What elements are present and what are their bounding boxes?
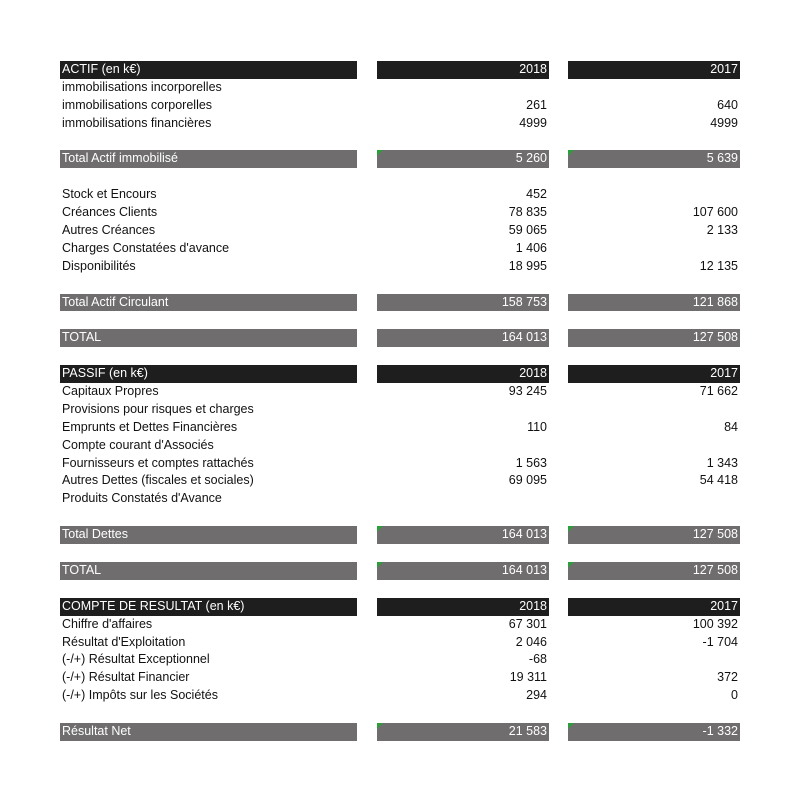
value-2018: 67 301 (508, 616, 547, 631)
row-label-cell[interactable] (60, 222, 357, 240)
row-label-cell[interactable] (60, 419, 357, 437)
value-2017: 2017 (710, 62, 738, 76)
row-label: Résultat d'Exploitation (62, 634, 186, 649)
value-2018: 4999 (519, 115, 547, 130)
line-item-row-creances-clients (60, 204, 740, 222)
line-item-row-produits-constates-d-avance (60, 490, 740, 508)
spacer-row (60, 311, 740, 329)
value-2018-cell[interactable] (377, 150, 549, 168)
value-2017-cell[interactable] (568, 258, 740, 276)
value-2018: 1 406 (515, 240, 547, 255)
row-label-cell[interactable] (60, 616, 357, 634)
row-label-cell[interactable] (60, 562, 357, 580)
value-2017: 127 508 (692, 562, 738, 577)
value-2018-cell[interactable] (377, 401, 549, 419)
value-2017: 0 (731, 688, 738, 703)
line-item-row-emprunts-et-dettes-financieres (60, 419, 740, 437)
value-2018: 5 260 (515, 151, 547, 166)
value-2018: 2018 (519, 62, 547, 76)
value-2018-cell[interactable] (377, 687, 549, 705)
row-label-cell[interactable] (60, 329, 357, 347)
value-2018-cell[interactable] (377, 616, 549, 634)
value-2018: 158 753 (501, 294, 547, 309)
row-label: Chiffre d'affaires (62, 616, 153, 631)
value-2017-cell[interactable] (568, 204, 740, 222)
row-label: Produits Constatés d'Avance (62, 491, 222, 506)
cell-indicator-icon (568, 150, 574, 156)
value-2018: 93 245 (508, 384, 547, 399)
value-2017-cell[interactable] (568, 472, 740, 490)
cell-indicator-icon (377, 562, 383, 568)
value-2017: 127 508 (692, 330, 738, 345)
value-2018: 1 563 (515, 455, 547, 470)
cell-indicator-icon (568, 723, 574, 729)
row-label-cell[interactable] (60, 186, 357, 204)
row-label-cell[interactable] (60, 150, 357, 168)
row-label: COMPTE DE RESULTAT (en k€) (62, 598, 245, 613)
value-2017-cell[interactable] (568, 115, 740, 133)
row-label: TOTAL (62, 330, 102, 345)
value-2017: 100 392 (692, 616, 738, 631)
value-2017: 12 135 (699, 258, 738, 273)
row-label: (-/+) Impôts sur les Sociétés (62, 688, 218, 703)
line-item-row-chiffre-d-affaires (60, 616, 740, 634)
spacer-row (60, 133, 740, 151)
value-2017-cell[interactable] (568, 455, 740, 473)
row-label: Capitaux Propres (62, 384, 159, 399)
value-2017: 5 639 (706, 151, 738, 166)
value-2017-cell[interactable] (568, 383, 740, 401)
cell-indicator-icon (568, 562, 574, 568)
row-label: immobilisations corporelles (62, 97, 213, 112)
spacer-row (60, 705, 740, 723)
row-label-cell[interactable] (60, 401, 357, 419)
row-label-cell[interactable] (60, 455, 357, 473)
value-2018-cell[interactable] (377, 419, 549, 437)
total-row-resultat-net (60, 723, 740, 741)
value-2017: -1 704 (702, 634, 738, 649)
row-label: Résultat Net (62, 723, 131, 738)
line-item-row-resultat-exceptionnel (60, 651, 740, 669)
value-2018-cell[interactable] (377, 222, 549, 240)
value-2018-cell[interactable] (377, 204, 549, 222)
value-2018-cell[interactable] (377, 490, 549, 508)
value-2017: 640 (717, 97, 738, 112)
value-2018-cell[interactable] (377, 472, 549, 490)
row-label-cell[interactable] (60, 472, 357, 490)
row-label: Emprunts et Dettes Financières (62, 419, 238, 434)
row-label-cell[interactable] (60, 651, 357, 669)
line-item-row-autres-dettes-fiscales-et-sociales (60, 472, 740, 490)
value-2017-cell[interactable] (568, 294, 740, 312)
value-2017-cell[interactable] (568, 651, 740, 669)
line-item-row-charges-constatees-d-avance (60, 240, 740, 258)
value-2018-cell[interactable] (377, 186, 549, 204)
row-label-cell[interactable] (60, 61, 357, 79)
value-2017: 71 662 (699, 384, 738, 399)
value-2018: 261 (526, 97, 547, 112)
value-2017-cell[interactable] (568, 687, 740, 705)
total-row-total (60, 329, 740, 347)
value-2018: 19 311 (509, 670, 547, 685)
row-label: ACTIF (en k€) (62, 62, 141, 76)
row-label-cell[interactable] (60, 490, 357, 508)
spacer-row (60, 544, 740, 562)
value-2018: 164 013 (501, 527, 547, 542)
cell-indicator-icon (377, 723, 383, 729)
cell-indicator-icon (377, 150, 383, 156)
value-2018-cell[interactable] (377, 294, 549, 312)
total-row-total (60, 562, 740, 580)
row-label-cell[interactable] (60, 258, 357, 276)
row-label-cell[interactable] (60, 240, 357, 258)
value-2017: 121 868 (692, 294, 738, 309)
row-label: PASSIF (en k€) (62, 366, 148, 381)
line-item-row-resultat-d-exploitation (60, 634, 740, 652)
value-2018: 69 095 (508, 473, 547, 488)
row-label: Disponibilités (62, 258, 136, 273)
value-2018-cell[interactable] (377, 651, 549, 669)
cell-indicator-icon (568, 526, 574, 532)
row-label-cell[interactable] (60, 294, 357, 312)
row-label-cell[interactable] (60, 115, 357, 133)
row-label-cell[interactable] (60, 723, 357, 741)
value-2018: 110 (527, 419, 547, 434)
spacer-row (60, 347, 740, 365)
value-2018-cell[interactable] (377, 329, 549, 347)
line-item-row-resultat-financier (60, 669, 740, 687)
financial-statement-sheet (60, 61, 740, 741)
line-item-row-stock-et-encours (60, 186, 740, 204)
value-2018-cell[interactable] (377, 598, 549, 616)
row-label-cell[interactable] (60, 669, 357, 687)
value-2018: 78 835 (508, 205, 547, 220)
line-item-row-immobilisations-financieres (60, 115, 740, 133)
value-2017-cell[interactable] (568, 150, 740, 168)
value-2018-cell[interactable] (377, 634, 549, 652)
value-2018-cell[interactable] (377, 258, 549, 276)
value-2017-cell[interactable] (568, 365, 740, 383)
row-label: immobilisations incorporelles (62, 79, 222, 94)
row-label: Compte courant d'Associés (62, 437, 214, 452)
value-2017-cell[interactable] (568, 723, 740, 741)
row-label: Autres Créances (62, 223, 156, 238)
value-2018-cell[interactable] (377, 455, 549, 473)
value-2018: 18 995 (508, 258, 547, 273)
value-2018: -68 (528, 652, 547, 667)
value-2018-cell[interactable] (377, 115, 549, 133)
value-2017: 1 343 (706, 455, 738, 470)
section-header-row-compte-de-resultat-en-k (60, 598, 740, 616)
row-label-cell[interactable] (60, 383, 357, 401)
value-2017-cell[interactable] (568, 598, 740, 616)
value-2017-cell[interactable] (568, 186, 740, 204)
value-2017-cell[interactable] (568, 222, 740, 240)
value-2018: 2018 (519, 366, 547, 381)
value-2018-cell[interactable] (377, 79, 549, 97)
section-header-row-actif-en-k (60, 61, 740, 79)
line-item-row-disponibilites (60, 258, 740, 276)
line-item-row-compte-courant-d-associes (60, 437, 740, 455)
spacer-row (60, 168, 740, 186)
value-2018: 164 013 (501, 330, 547, 345)
section-header-row-passif-en-k (60, 365, 740, 383)
spacer-row (60, 580, 740, 598)
value-2017-cell[interactable] (568, 490, 740, 508)
row-label: Créances Clients (62, 205, 158, 220)
value-2018: 2 046 (515, 634, 547, 649)
row-label-cell[interactable] (60, 79, 357, 97)
row-label-cell[interactable] (60, 634, 357, 652)
value-2017-cell[interactable] (568, 634, 740, 652)
value-2017-cell[interactable] (568, 669, 740, 687)
value-2018-cell[interactable] (377, 240, 549, 258)
value-2018: 21 583 (508, 723, 547, 738)
value-2018: 59 065 (508, 223, 547, 238)
row-label-cell[interactable] (60, 437, 357, 455)
row-label-cell[interactable] (60, 598, 357, 616)
value-2017-cell[interactable] (568, 616, 740, 634)
row-label-cell[interactable] (60, 97, 357, 115)
value-2017-cell[interactable] (568, 526, 740, 544)
value-2018: 2018 (519, 598, 547, 613)
value-2017: 127 508 (692, 527, 738, 542)
row-label-cell[interactable] (60, 204, 357, 222)
value-2017: 84 (724, 419, 738, 434)
value-2017: 2017 (710, 598, 738, 613)
spacer-row (60, 276, 740, 294)
value-2018-cell[interactable] (377, 669, 549, 687)
value-2018-cell[interactable] (377, 383, 549, 401)
row-label: Total Actif Circulant (62, 294, 169, 309)
value-2017-cell[interactable] (568, 97, 740, 115)
row-label: TOTAL (62, 562, 102, 577)
row-label-cell[interactable] (60, 526, 357, 544)
total-row-total-dettes (60, 526, 740, 544)
value-2018-cell[interactable] (377, 365, 549, 383)
row-label: Fournisseurs et comptes rattachés (62, 455, 254, 470)
spacer-row (60, 508, 740, 526)
value-2017-cell[interactable] (568, 401, 740, 419)
value-2017-cell[interactable] (568, 79, 740, 97)
value-2017-cell[interactable] (568, 419, 740, 437)
row-label: Provisions pour risques et charges (62, 401, 254, 416)
value-2018-cell[interactable] (377, 562, 549, 580)
row-label-cell[interactable] (60, 687, 357, 705)
value-2017: 107 600 (692, 205, 738, 220)
value-2017-cell[interactable] (568, 329, 740, 347)
line-item-row-immobilisations-corporelles (60, 97, 740, 115)
value-2018: 294 (526, 688, 547, 703)
value-2018: 452 (526, 187, 547, 202)
value-2017: -1 332 (702, 723, 738, 738)
value-2017: 372 (717, 670, 738, 685)
row-label: immobilisations financières (62, 115, 212, 130)
value-2017-cell[interactable] (568, 240, 740, 258)
value-2017: 2017 (710, 366, 738, 381)
value-2018-cell[interactable] (377, 97, 549, 115)
total-row-total-actif-immobilise (60, 150, 740, 168)
value-2017: 2 133 (706, 223, 738, 238)
row-label: Stock et Encours (62, 187, 157, 202)
line-item-row-autres-creances (60, 222, 740, 240)
total-row-total-actif-circulant (60, 294, 740, 312)
line-item-row-impots-sur-les-societes (60, 687, 740, 705)
value-2018-cell[interactable] (377, 723, 549, 741)
row-label: Autres Dettes (fiscales et sociales) (62, 473, 254, 488)
value-2018: 164 013 (501, 562, 547, 577)
row-label: (-/+) Résultat Financier (62, 670, 190, 685)
cell-indicator-icon (377, 526, 383, 532)
row-label: Charges Constatées d'avance (62, 240, 230, 255)
value-2018-cell[interactable] (377, 526, 549, 544)
value-2017-cell[interactable] (568, 562, 740, 580)
row-label: Total Actif immobilisé (62, 151, 179, 166)
value-2018-cell[interactable] (377, 437, 549, 455)
value-2017-cell[interactable] (568, 61, 740, 79)
row-label-cell[interactable] (60, 365, 357, 383)
line-item-row-immobilisations-incorporelles (60, 79, 740, 97)
line-item-row-fournisseurs-et-comptes-rattaches (60, 455, 740, 473)
value-2017-cell[interactable] (568, 437, 740, 455)
row-label: (-/+) Résultat Exceptionnel (62, 652, 210, 667)
line-item-row-capitaux-propres (60, 383, 740, 401)
row-label: Total Dettes (62, 527, 129, 542)
value-2017: 4999 (710, 115, 738, 130)
value-2018-cell[interactable] (377, 61, 549, 79)
value-2017: 54 418 (699, 473, 738, 488)
line-item-row-provisions-pour-risques-et-charges (60, 401, 740, 419)
